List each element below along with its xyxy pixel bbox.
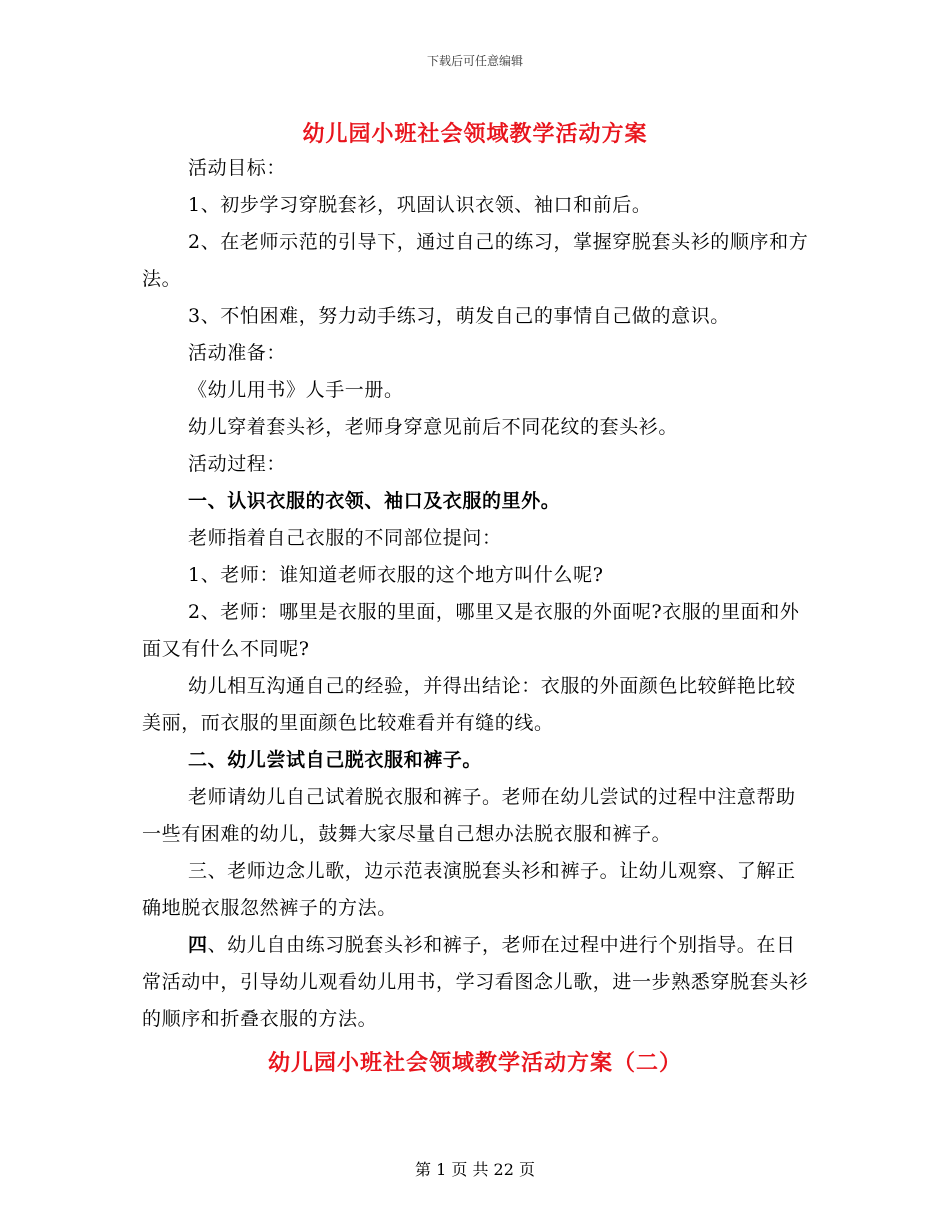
section-4-text: 、幼儿自由练习脱套头衫和裤子，老师在过程中进行个别指导。在日常活动中，引导幼儿观看幼儿用书，学习看图念儿歌，进一步熟悉穿脱套头衫的顺序和折叠衣服的方法。 (142, 934, 809, 1030)
paragraph-section-4 (142, 927, 810, 1038)
section-4-lead: 四 (188, 934, 208, 956)
paragraph-process-heading: 活动过程： (188, 453, 287, 475)
paragraph-goal-3: 3、不怕困难，努力动手练习，萌发自己的事情自己做的意识。 (188, 305, 730, 327)
next-document-title: 幼儿园小班社会领域教学活动方案（二） (267, 1050, 682, 1076)
document-body (142, 150, 810, 1038)
paragraph-prep-2: 幼儿穿着套头衫，老师身穿意见前后不同花纹的套头衫。 (188, 416, 679, 438)
paragraph-section-2: 老师请幼儿自己试着脱衣服和裤子。老师在幼儿尝试的过程中注意帮助一些有困难的幼儿，鼓舞大家尽量自己想办法脱衣服和裤子。 (142, 786, 796, 845)
paragraph-question-1: 1、老师：谁知道老师衣服的这个地方叫什么呢? (188, 564, 604, 586)
header-note: 下载后可任意编辑 (426, 54, 523, 68)
paragraph-prep-1: 《幼儿用书》人手一册。 (188, 379, 404, 401)
paragraph-goal-2: 2、在老师示范的引导下，通过自己的练习，掌握穿脱套头衫的顺序和方法。 (142, 231, 809, 290)
document-title: 幼儿园小班社会领域教学活动方案 (302, 121, 648, 147)
page-number: 第 1 页 共 22 页 (415, 1160, 535, 1179)
section-heading-2: 二、幼儿尝试自己脱衣服和裤子。 (188, 749, 483, 771)
paragraph-question-2: 2、老师：哪里是衣服的里面，哪里又是衣服的外面呢?衣服的里面和外面又有什么不同呢? (142, 601, 800, 660)
paragraph-prep-heading: 活动准备： (188, 342, 287, 364)
paragraph-conclusion: 幼儿相互沟通自己的经验，并得出结论：衣服的外面颜色比较鲜艳比较美丽，而衣服的里面颜色比较难看并有缝的线。 (142, 675, 796, 734)
section-heading-1: 一、认识衣服的衣领、袖口及衣服的里外。 (188, 490, 561, 512)
paragraph-goal-1: 1、初步学习穿脱套衫，巩固认识衣领、袖口和前后。 (188, 194, 652, 216)
paragraph-goals-heading: 活动目标： (188, 157, 287, 179)
paragraph-section-3: 三、老师边念儿歌，边示范表演脱套头衫和裤子。让幼儿观察、了解正确地脱衣服忽然裤子的方法。 (142, 860, 796, 919)
paragraph-question-intro: 老师指着自己衣服的不同部位提问： (188, 527, 502, 549)
